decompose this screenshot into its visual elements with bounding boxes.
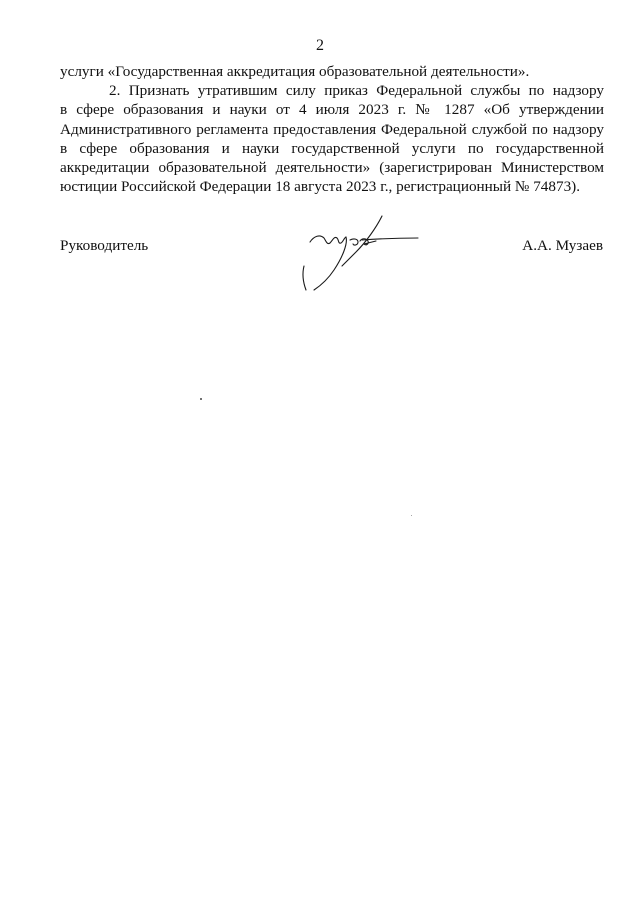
- scan-speck: [200, 398, 202, 400]
- handwritten-signature: [296, 214, 426, 296]
- paragraph-2-line-6: юстиции Российской Федерации 18 августа 2023 г., регистрационный № 74873).: [60, 178, 581, 196]
- paragraph-2-line-5: аккредитации образовательной деятельности» (зарегистрирован Министерством: [60, 159, 604, 177]
- paragraph-2-line-3: Административного регламента предоставления Федеральной службой по надзору: [60, 120, 604, 138]
- scan-speck: [411, 515, 412, 516]
- signatory-name: А.А. Музаев: [522, 237, 603, 254]
- paragraph-2-line-2: в сфере образования и науки от 4 июля 2023 г. № 1287 «Об утверждении: [60, 101, 604, 119]
- signatory-title: Руководитель: [60, 237, 149, 254]
- paragraph-2-line-4: в сфере образования и науки государственной услуги по государственной: [60, 139, 604, 157]
- document-body: [60, 62, 604, 196]
- paragraph-1-line-1: услуги «Государственная аккредитация образовательной деятельности».: [60, 63, 530, 80]
- page-number: 2: [316, 37, 324, 54]
- paragraph-2-line-1: 2. Признать утратившим силу приказ Федеральной службы по надзору: [109, 82, 604, 100]
